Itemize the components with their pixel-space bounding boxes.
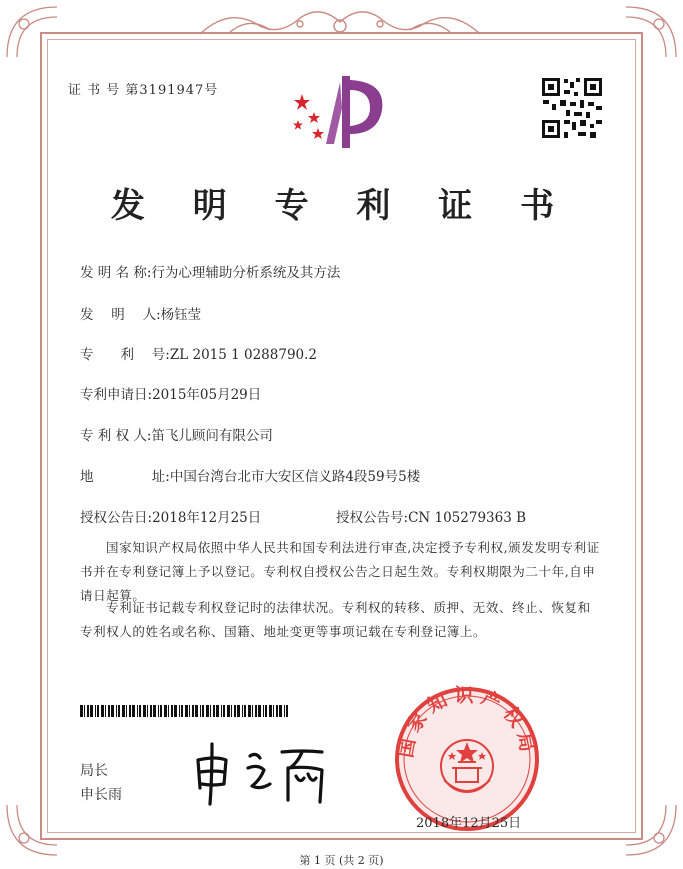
- qr-code-icon: [540, 76, 604, 140]
- address-value: 中国台湾台北市大安区信义路4段59号5楼: [169, 469, 421, 485]
- patentee-label: 专 利 权 人:: [80, 428, 152, 444]
- filing-date-row: [80, 383, 261, 403]
- grant-number-value: CN 105279363 B: [408, 510, 527, 526]
- inventor-label: 发 明 人:: [80, 307, 161, 323]
- patent-office-logo-icon: [290, 72, 390, 152]
- patentee-row: [80, 424, 273, 444]
- filing-date-label: 专利申请日:: [80, 387, 153, 403]
- inventor-value: 杨钰莹: [160, 307, 202, 323]
- address-row: [80, 465, 420, 485]
- grant-date-label: 授权公告日:: [80, 510, 153, 526]
- barcode-icon: [80, 705, 290, 717]
- director-signature-icon: [190, 738, 340, 808]
- patentee-value: 笛飞儿顾问有限公司: [151, 428, 273, 444]
- invention-name-value: 行为心理辅助分析系统及其方法: [151, 265, 341, 281]
- director-name: 申长雨: [80, 787, 122, 803]
- corner-ornament-bottom-right-icon: [621, 800, 681, 860]
- corner-ornament-top-left-icon: [2, 2, 62, 62]
- grant-date-value: 2018年12月25日: [152, 510, 262, 526]
- invention-name-label: 发 明 名 称:: [80, 265, 152, 281]
- corner-ornament-bottom-left-icon: [2, 800, 62, 860]
- invention-name-row: [80, 261, 340, 281]
- patent-number-label: 专 利 号:: [80, 347, 170, 363]
- address-label: 地 址:: [80, 469, 170, 485]
- certificate-number: 证 书 号 第3191947号: [68, 83, 219, 98]
- grant-number-row: [336, 506, 526, 526]
- grant-number-label: 授权公告号:: [336, 510, 409, 526]
- grant-date-row: [80, 506, 261, 526]
- patent-number-row: [80, 343, 317, 363]
- certificate-statement-paragraph: 国家知识产权局依照中华人民共和国专利法进行审查,决定授予专利权,颁发发明专利证书并在专利登记簿上予以登记。专利权自授权公告之日起生效。专利权期限为二十年,自申请日起算。: [80, 540, 600, 603]
- corner-ornament-top-right-icon: [621, 2, 681, 62]
- seal-text: 国家知识产权局: [394, 684, 540, 760]
- legal-status-paragraph: 专利证书记载专利权登记时的法律状况。专利权的转移、质押、无效、终止、恢复和专利权人的姓名或名称、国籍、地址变更等事项记载在专利登记簿上。: [80, 600, 591, 639]
- patent-number-value: ZL 2015 1 0288790.2: [169, 347, 318, 363]
- seal-date: 2018年12月25日: [416, 816, 522, 831]
- certificate-title: 发 明 专 利 证 书: [110, 186, 573, 226]
- page-number: 第 1 页 (共 2 页): [299, 854, 384, 867]
- inventor-row: [80, 303, 201, 323]
- director-title: 局长: [80, 763, 108, 779]
- top-ornament-icon: [190, 4, 490, 44]
- filing-date-value: 2015年05月29日: [152, 387, 262, 403]
